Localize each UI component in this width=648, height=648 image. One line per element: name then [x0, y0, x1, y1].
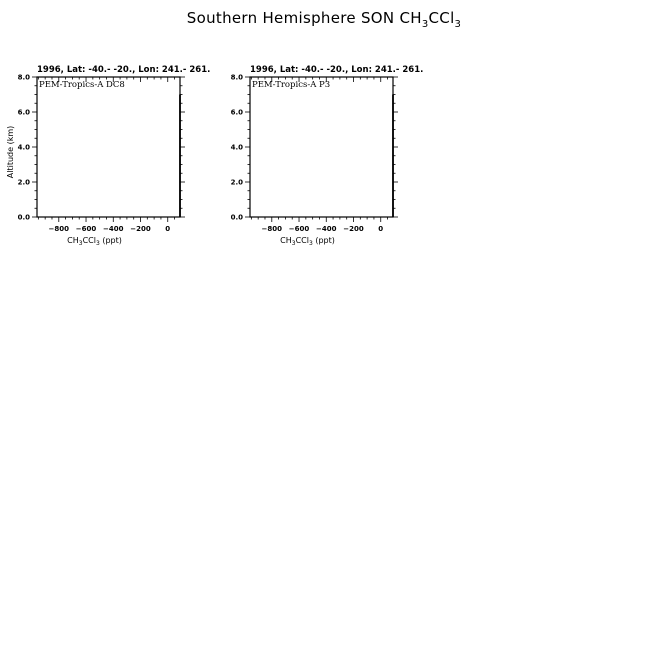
x-axis-label-sub1: 3	[291, 240, 296, 247]
panel-1	[6, 65, 210, 247]
panel-2	[231, 65, 424, 247]
y-tick-label: 6.0	[17, 108, 30, 117]
x-axis-label-unit: (ppt)	[312, 236, 335, 245]
panel-header: 1996, Lat: -40.- -20., Lon: 241.- 261.	[250, 65, 424, 75]
x-tick-label: 0	[378, 225, 384, 233]
plot-frame	[250, 77, 393, 217]
title-sub1: 3	[421, 19, 429, 30]
x-axis-label	[67, 236, 122, 247]
x-tick-label: −600	[75, 225, 97, 233]
x-tick-label: −200	[130, 225, 151, 233]
y-tick-label: 4.0	[17, 143, 30, 152]
x-tick-label: −400	[316, 225, 337, 233]
y-tick-label: 6.0	[230, 108, 243, 117]
y-tick-label: 2.0	[230, 178, 243, 187]
x-axis-label-sub2: 3	[308, 240, 313, 247]
x-tick-label: −800	[48, 225, 70, 233]
x-axis-label-sub1: 3	[78, 240, 83, 247]
y-axis-label: Altitude (km)	[6, 125, 15, 179]
title-main: Southern Hemisphere SON CH	[186, 9, 422, 27]
y-tick-label: 0.0	[17, 213, 30, 222]
x-tick-label: −800	[261, 225, 283, 233]
panels	[6, 65, 423, 247]
figure-title	[187, 9, 461, 30]
y-tick-label: 8.0	[17, 73, 30, 82]
x-tick-label: −400	[103, 225, 124, 233]
y-tick-label: 4.0	[230, 143, 243, 152]
x-axis-label-main: CH	[67, 236, 79, 245]
x-axis-label	[280, 236, 335, 247]
title-sub2: 3	[454, 19, 462, 30]
x-axis-label-sub2: 3	[95, 240, 100, 247]
x-axis-label-unit: (ppt)	[99, 236, 122, 245]
panel-header: 1996, Lat: -40.- -20., Lon: 241.- 261.	[37, 65, 211, 75]
title-mid: CCl	[428, 9, 455, 27]
x-axis-label-mid: CCl	[82, 236, 96, 245]
y-tick-label: 8.0	[230, 73, 243, 82]
x-tick-label: −200	[343, 225, 364, 233]
panel-annotation: PEM-Tropics-A P3	[252, 80, 331, 90]
x-tick-label: −600	[288, 225, 310, 233]
x-tick-label: 0	[165, 225, 171, 233]
plot-frame	[37, 77, 180, 217]
panel-annotation: PEM-Tropics-A DC8	[39, 80, 125, 90]
x-axis-label-main: CH	[280, 236, 292, 245]
x-axis-label-mid: CCl	[295, 236, 309, 245]
y-tick-label: 0.0	[230, 213, 243, 222]
y-tick-label: 2.0	[17, 178, 30, 187]
